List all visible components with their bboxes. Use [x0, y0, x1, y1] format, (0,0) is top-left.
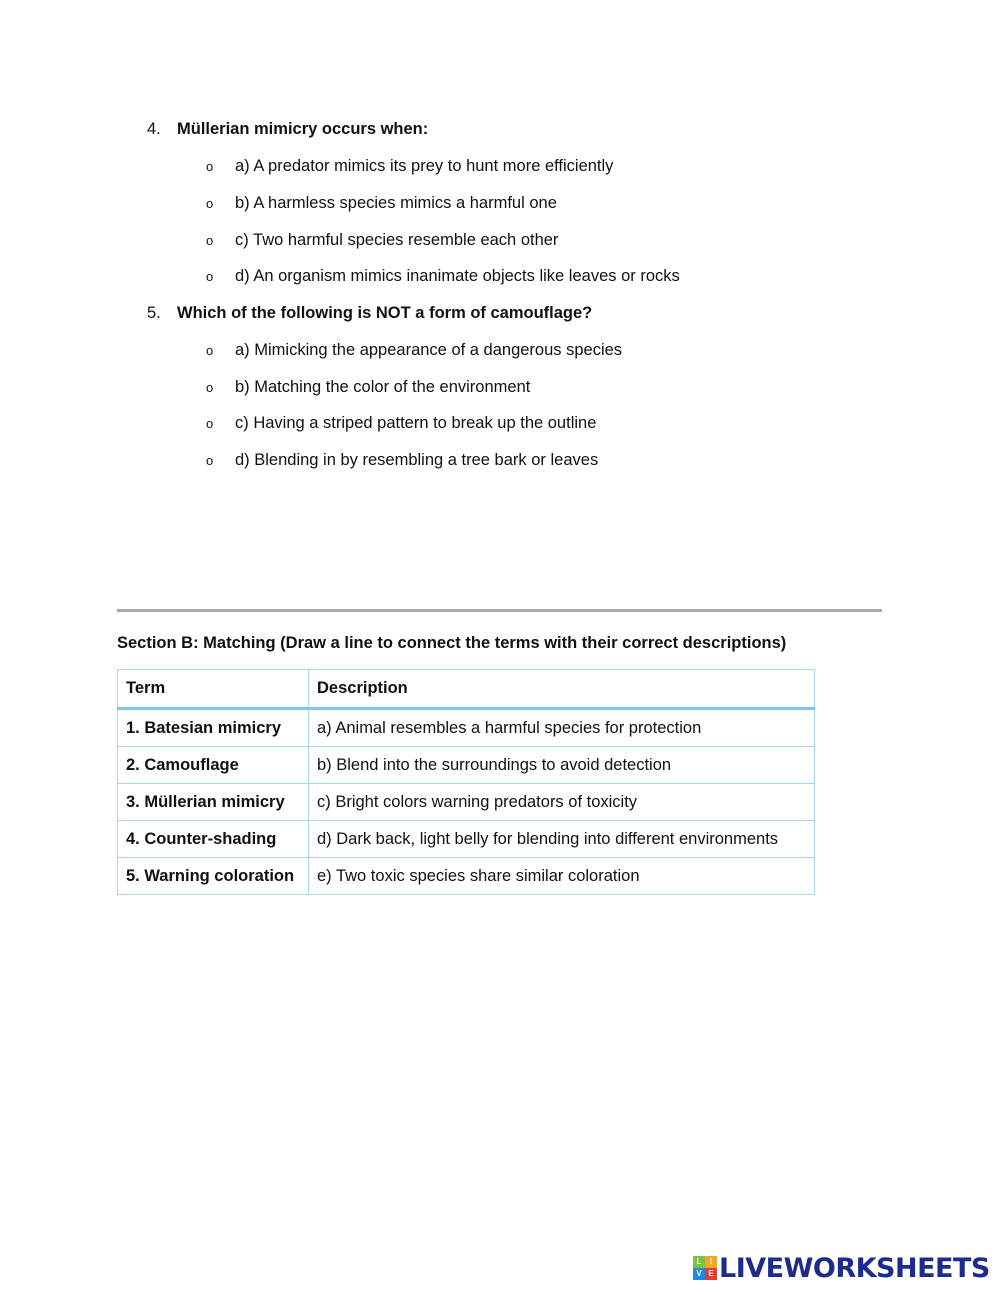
bullet-icon: o	[206, 453, 214, 468]
logo-mark-letter: I	[705, 1256, 717, 1268]
term-column-header: Term	[118, 670, 309, 709]
liveworksheets-logo	[693, 1252, 990, 1284]
option-text: d) Blending in by resembling a tree bark or leaves	[235, 451, 599, 469]
table-row	[118, 858, 815, 895]
question-text: Which of the following is NOT a form of camouflage?	[177, 304, 593, 322]
option-5c	[206, 413, 596, 434]
table-row	[118, 821, 815, 858]
question-text: Müllerian mimicry occurs when:	[177, 120, 429, 138]
option-5a	[206, 340, 622, 361]
bullet-icon: o	[206, 196, 214, 211]
logo-mark-letter: V	[693, 1268, 705, 1280]
term-cell[interactable]: 3. Müllerian mimicry	[118, 784, 309, 821]
logo-mark-letter: E	[705, 1268, 717, 1280]
description-cell[interactable]: c) Bright colors warning predators of toxicity	[309, 784, 815, 821]
option-5b	[206, 377, 530, 398]
bullet-icon: o	[206, 269, 214, 284]
description-cell[interactable]: e) Two toxic species share similar coloration	[309, 858, 815, 895]
description-cell[interactable]: b) Blend into the surroundings to avoid detection	[309, 747, 815, 784]
table-row	[118, 747, 815, 784]
option-text: c) Two harmful species resemble each other	[235, 231, 559, 249]
option-4c	[206, 230, 558, 251]
term-cell[interactable]: 2. Camouflage	[118, 747, 309, 784]
term-cell[interactable]: 1. Batesian mimicry	[118, 709, 309, 747]
section-b-title: Section B: Matching (Draw a line to connect the terms with their correct descriptions)	[117, 634, 787, 652]
logo-mark-icon	[693, 1256, 717, 1280]
logo-mark-letter: L	[693, 1256, 705, 1268]
term-cell[interactable]: 5. Warning coloration	[118, 858, 309, 895]
logo-text: LIVEWORKSHEETS	[719, 1252, 990, 1284]
table-row	[118, 709, 815, 747]
description-cell[interactable]: d) Dark back, light belly for blending into different environments	[309, 821, 815, 858]
section-divider	[117, 609, 882, 612]
option-4b	[206, 193, 557, 214]
bullet-icon: o	[206, 159, 214, 174]
table-header-row	[118, 670, 815, 709]
option-5d	[206, 450, 598, 471]
question-number: 5.	[147, 304, 161, 322]
table-row	[118, 784, 815, 821]
matching-table	[117, 669, 815, 895]
question-4	[147, 119, 428, 139]
question-5	[147, 303, 592, 323]
description-cell[interactable]: a) Animal resembles a harmful species for protection	[309, 709, 815, 747]
option-4a	[206, 156, 613, 177]
option-text: b) Matching the color of the environment	[235, 378, 531, 396]
bullet-icon: o	[206, 343, 214, 358]
option-text: a) Mimicking the appearance of a dangerous species	[235, 341, 623, 359]
option-text: b) A harmless species mimics a harmful one	[235, 194, 557, 212]
bullet-icon: o	[206, 416, 214, 431]
bullet-icon: o	[206, 380, 214, 395]
term-cell[interactable]: 4. Counter-shading	[118, 821, 309, 858]
question-number: 4.	[147, 120, 161, 138]
bullet-icon: o	[206, 233, 214, 248]
description-column-header: Description	[309, 670, 815, 709]
option-text: d) An organism mimics inanimate objects like leaves or rocks	[235, 267, 680, 285]
option-text: c) Having a striped pattern to break up the outline	[235, 414, 597, 432]
option-text: a) A predator mimics its prey to hunt more efficiently	[235, 157, 614, 175]
option-4d	[206, 266, 680, 287]
